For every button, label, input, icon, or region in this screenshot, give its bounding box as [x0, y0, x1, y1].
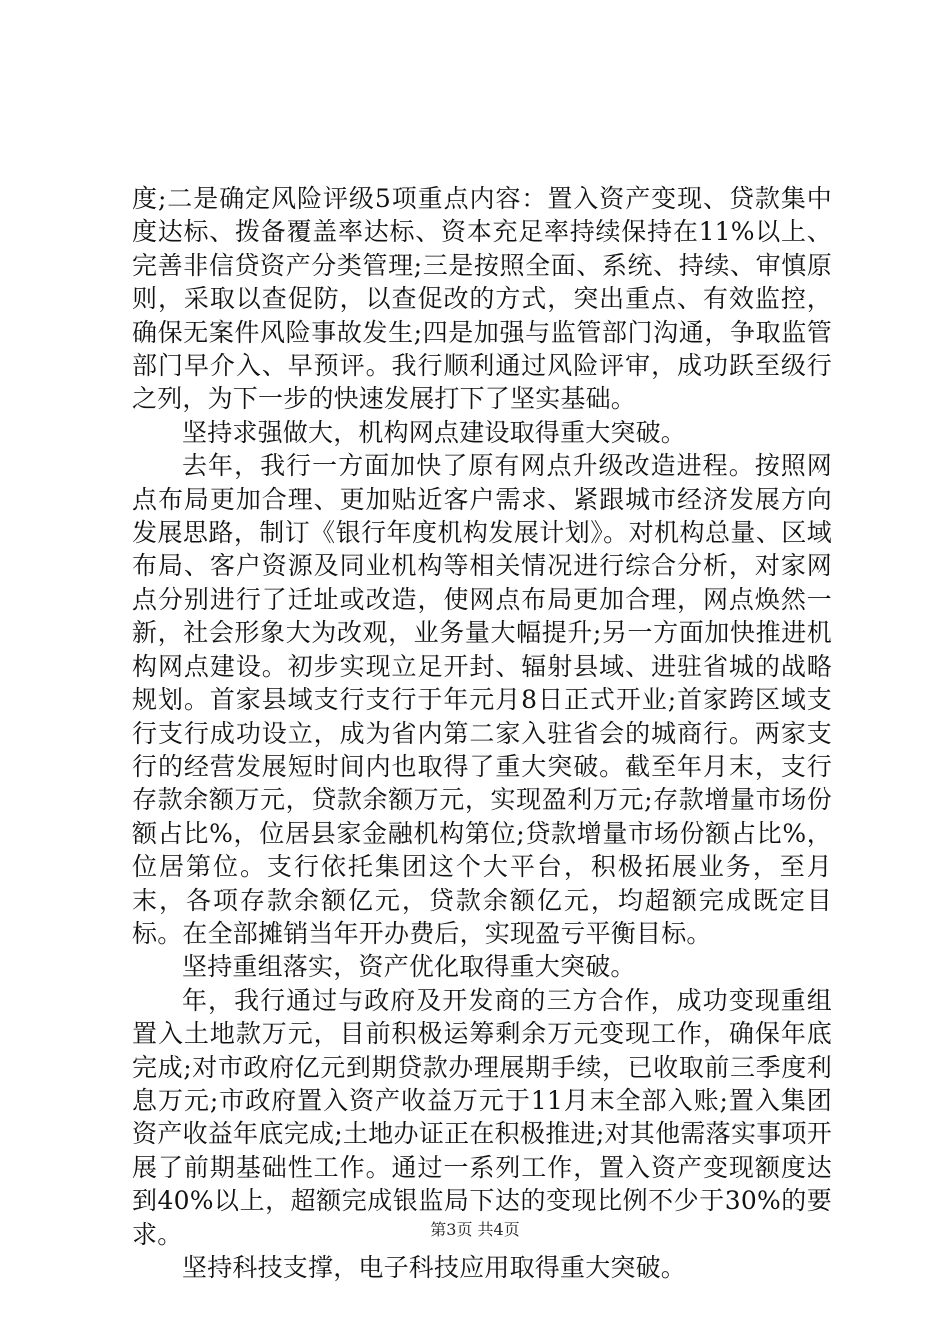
paragraph-asset-optimization: 年，我行通过与政府及开发商的三方合作，成功变现重组置入土地款万元，目前积极运筹剩余万元变现工作，确保年底完成;对市政府亿元到期贷款办理展期手续，已收取前三季度利息万元;市政府置入资产收益万元于11月末全部入账;置入集团资产收益年底完成;土地办证正在积极推进;对其他需落实事项开展了前期基础性工作。通过一系列工作，置入资产变现额度达到40%以上，超额完成银监局下达的变现比例不少于30%的要求。 — [132, 985, 832, 1249]
section-heading-branch-network: 坚持求强做大，机构网点建设取得重大突破。 — [182, 417, 687, 447]
document-body — [132, 182, 832, 1284]
page-number-footer: 第3页 共4页 — [430, 1220, 520, 1239]
section-heading-technology: 坚持科技支撑，电子科技应用取得重大突破。 — [182, 1253, 687, 1282]
section-heading-asset-optimization: 坚持重组落实，资产优化取得重大突破。 — [182, 952, 636, 982]
paragraph-continuation: 度;二是确定风险评级5项重点内容：置入资产变现、贷款集中度达标、拨备覆盖率达标、资本充足率持续保持在11%以上、完善非信贷资产分类管理;三是按照全面、系统、持续、审慎原则，采取以查促防，以查促改的方式，突出重点、有效监控，确保无案件风险事故发生;四是加强与监管部门沟通，争取监管部门早介入、早预评。我行顺利通过风险评审，成功跃至级行之列，为下一步的快速发展打下了坚实基础。 — [132, 184, 832, 414]
paragraph-branch-network: 去年，我行一方面加快了原有网点升级改造进程。按照网点布局更加合理、更加贴近客户需求、紧跟城市经济发展方向发展思路，制订《银行年度机构发展计划》。对机构总量、区域布局、客户资源及同业机构等相关情况进行综合分析，对家网点分别进行了迁址或改造，使网点布局更加合理，网点焕然一新，社会形象大为改观，业务量大幅提升;另一方面加快推进机构网点建设。初步实现立足开封、辐射县域、进驻省城的战略规划。首家县域支行支行于年元月8日正式开业;首家跨区域支行支行成功设立，成为省内第二家入驻省会的城商行。两家支行的经营发展短时间内也取得了重大突破。截至年月末，支行存款余额万元，贷款余额万元，实现盈利万元;存款增量市场份额占比%，位居县家金融机构第位;贷款增量市场份额占比%，位居第位。支行依托集团这个大平台，积极拓展业务，至月末，各项存款余额亿元，贷款余额亿元，均超额完成既定目标。在全部摊销当年开办费后，实现盈亏平衡目标。 — [132, 451, 832, 948]
